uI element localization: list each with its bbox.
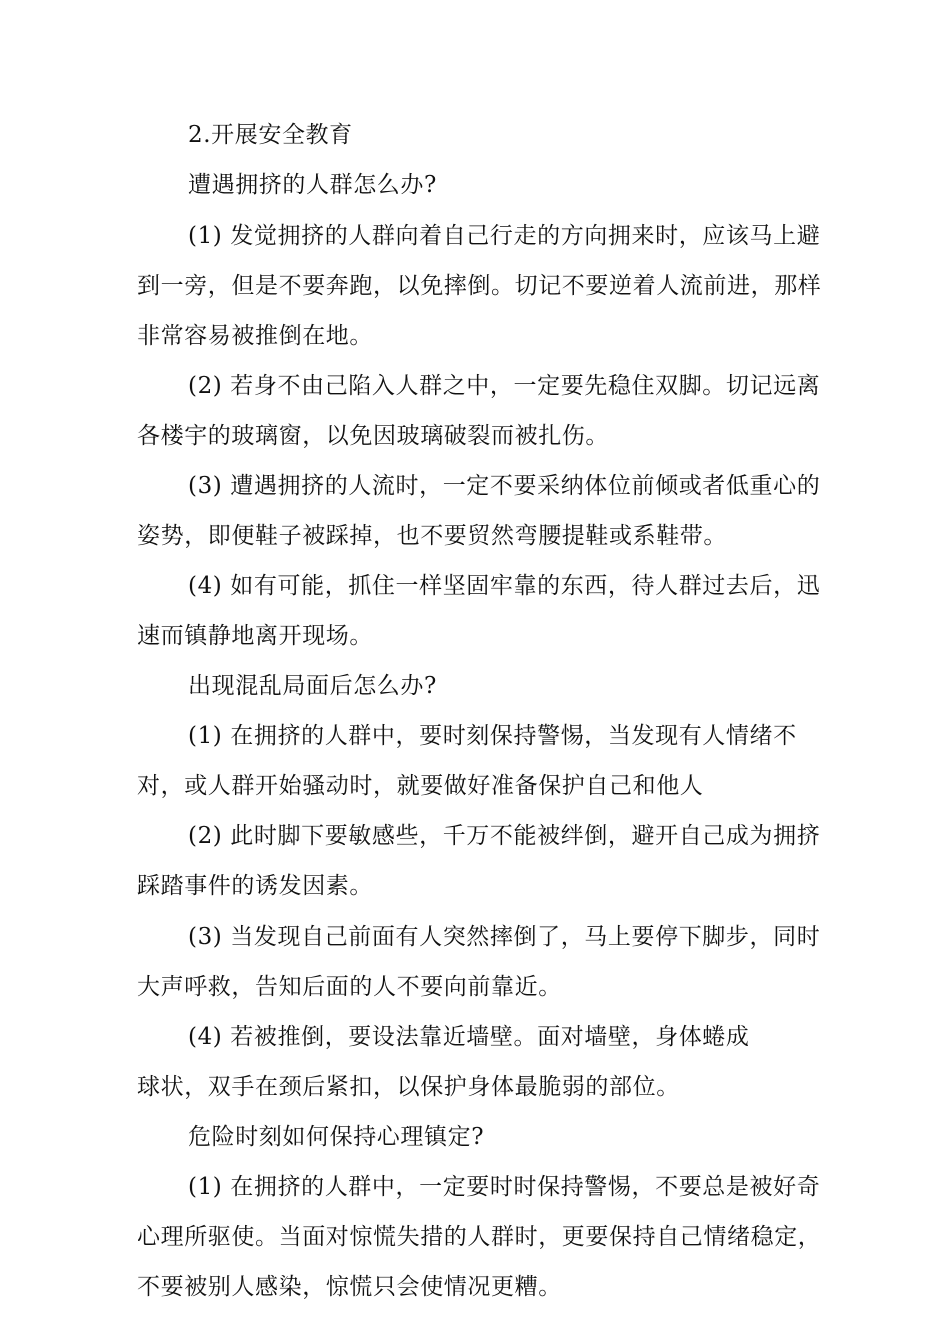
paragraph-line: 非常容易被推倒在地。 (137, 323, 373, 349)
paragraph-line: (4) 如有可能，抓住一样坚固牢靠的东西，待人群过去后，迅 (188, 573, 821, 599)
paragraph-line: 姿势，即便鞋子被踩掉，也不要贸然弯腰提鞋或系鞋带。 (137, 523, 727, 549)
paragraph-line: 心理所驱使。当面对惊慌失措的人群时，更要保持自己情绪稳定， (137, 1224, 822, 1250)
paragraph-line: (4) 若被推倒，要设法靠近墙壁。面对墙壁，身体蜷成 (188, 1024, 750, 1050)
question-heading: 危险时刻如何保持心理镇定? (188, 1124, 485, 1150)
question-heading: 遭遇拥挤的人群怎么办? (188, 172, 437, 198)
paragraph-line: 到一旁，但是不要奔跑，以免摔倒。切记不要逆着人流前进，那样 (137, 273, 822, 299)
paragraph-line: (2) 此时脚下要敏感些，千万不能被绊倒，避开自己成为拥挤 (188, 823, 821, 849)
paragraph-line: 各楼宇的玻璃窗，以免因玻璃破裂而被扎伤。 (137, 423, 609, 449)
question-heading: 出现混乱局面后怎么办? (188, 673, 437, 699)
paragraph-line: (1) 发觉拥挤的人群向着自己行走的方向拥来时，应该马上避 (188, 223, 821, 249)
paragraph-line: 踩踏事件的诱发因素。 (137, 873, 373, 899)
paragraph-line: (1) 在拥挤的人群中，要时刻保持警惕，当发现有人情绪不 (188, 723, 797, 749)
paragraph-line: (1) 在拥挤的人群中，一定要时时保持警惕，不要总是被好奇 (188, 1174, 821, 1200)
paragraph-line: (2) 若身不由己陷入人群之中，一定要先稳住双脚。切记远离 (188, 373, 821, 399)
section-heading: 2.开展安全教育 (188, 122, 353, 148)
paragraph-line: 对，或人群开始骚动时，就要做好准备保护自己和他人 (137, 773, 704, 799)
paragraph-line: 不要被别人感染，惊慌只会使情况更糟。 (137, 1274, 562, 1300)
paragraph-line: 速而镇静地离开现场。 (137, 623, 373, 649)
paragraph-line: 大声呼救，告知后面的人不要向前靠近。 (137, 974, 562, 1000)
paragraph-line: 球状，双手在颈后紧扣，以保护身体最脆弱的部位。 (137, 1074, 680, 1100)
paragraph-line: (3) 遭遇拥挤的人流时，一定不要采纳体位前倾或者低重心的 (188, 473, 821, 499)
paragraph-line: (3) 当发现自己前面有人突然摔倒了，马上要停下脚步，同时 (188, 924, 821, 950)
